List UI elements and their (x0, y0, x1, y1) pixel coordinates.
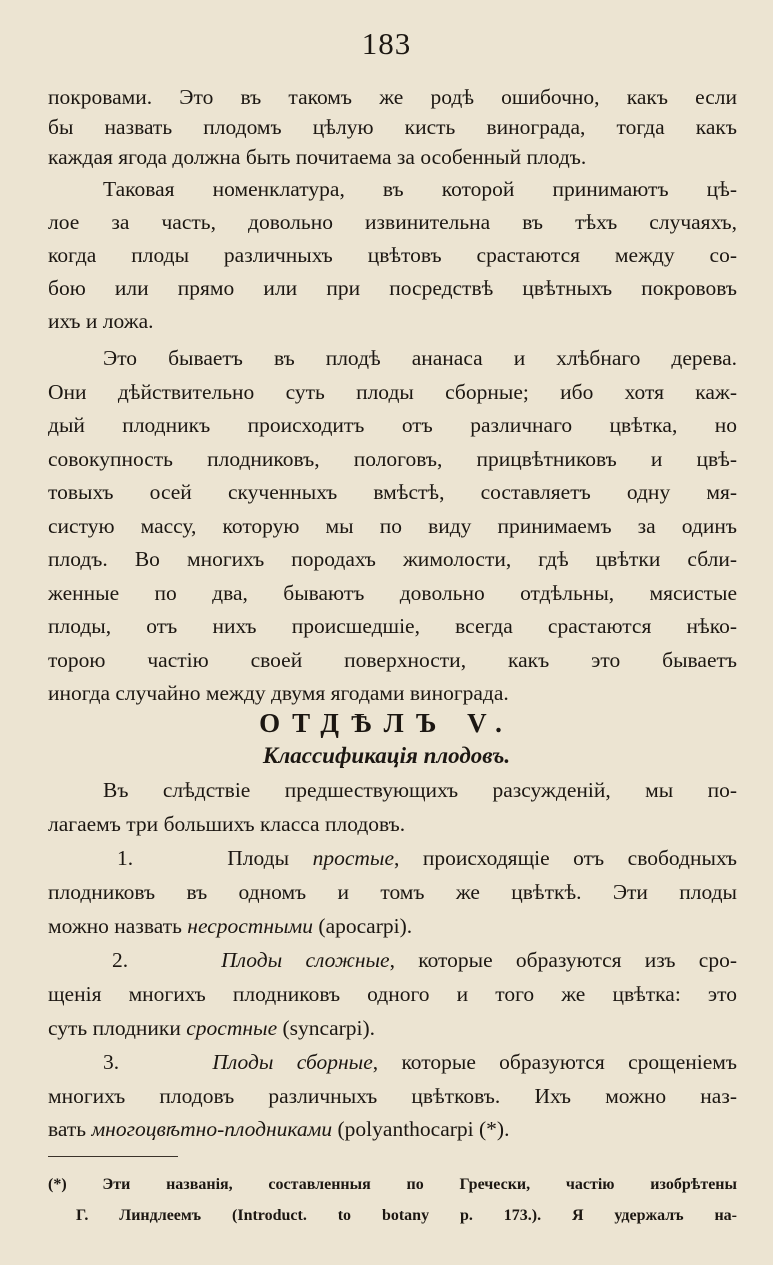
text-line: дый плодникъ происходитъ отъ различнаго цвѣтка, но (48, 413, 737, 437)
text-line: бою или прямо или при посредствѣ цвѣтныхъ покрововъ (48, 276, 737, 300)
item-number: 2. (112, 948, 129, 972)
text-line: ихъ и ложа. (48, 309, 154, 333)
list-item-line: суть плодники сростные (syncarpi). (48, 1016, 376, 1040)
term: Плоды сборные (212, 1050, 373, 1074)
list-item-line: многихъ плодовъ различныхъ цвѣтковъ. Ихъ можно наз- (48, 1084, 737, 1108)
list-item-line: плодниковъ въ одномъ и томъ же цвѣткѣ. Эти плоды (48, 880, 737, 904)
text-run: вать (48, 1117, 92, 1141)
term: сростные (186, 1016, 278, 1040)
term: простые (312, 846, 394, 870)
text-run: (polyanthocarpi (*). (332, 1117, 510, 1141)
item-number: 3. (103, 1050, 120, 1074)
text-line: лагаемъ три большихъ класса плодовъ. (48, 812, 406, 836)
text-line: иногда случайно между двумя ягодами винограда. (48, 681, 509, 705)
text-line: Это бываетъ въ плодѣ ананаса и хлѣбнаго дерева. (103, 346, 737, 370)
text-line: женные по два, бываютъ довольно отдѣльны, мясистые (48, 581, 737, 605)
section-subheading: Классификація плодовъ. (262, 743, 511, 768)
term: многоцвѣтно-плодниками (91, 1117, 333, 1141)
text-line: Въ слѣдствіе предшествующихъ разсужденій, мы по- (103, 778, 737, 802)
list-item-line: 2. Плоды сложные, которые образуются изъ сро- (112, 948, 737, 972)
text-line: Они дѣйствительно суть плоды сборные; ибо хотя каж- (48, 380, 737, 404)
text-line: лое за часть, довольно извинительна въ тѣхъ случаяхъ, (48, 210, 737, 234)
list-item-line: можно назвать несростными (apocarpi). (48, 914, 413, 938)
term: несростными (187, 914, 314, 938)
term: Плоды сложные (221, 948, 390, 972)
text-line: торою частію своей поверхности, какъ это бываетъ (48, 648, 737, 672)
item-number: 1. (117, 846, 134, 870)
footnote-line: Г. Линдлеемъ (Introduct. to botany p. 173.). Я удержалъ на- (76, 1207, 737, 1224)
text-line: каждая ягода должна быть почитаема за особенный плодъ. (48, 145, 587, 169)
text-line: систую массу, которую мы по виду принимаемъ за одинъ (48, 514, 737, 538)
list-item-line (48, 1114, 737, 1144)
text-line: бы назвать плодомъ цѣлую кисть винограда, тогда какъ (48, 115, 737, 139)
text-line: плоды, отъ нихъ происшедшіе, всегда срастаются нѣко- (48, 614, 737, 638)
list-item-line: щенія многихъ плодниковъ одного и того же цвѣтка: это (48, 982, 737, 1006)
list-item-line: 1. Плоды простые, происходящіе отъ свободныхъ (117, 846, 737, 870)
text-line: Таковая номенклатура, въ которой принимаютъ цѣ- (103, 177, 737, 201)
text-line: товыхъ осей скученныхъ вмѣстѣ, составляетъ одну мя- (48, 480, 737, 504)
text-line: покровами. Это въ такомъ же родѣ ошибочно, какъ если (48, 85, 737, 109)
list-item-line: 3. Плоды сборные, которые образуются срощеніемъ (103, 1050, 737, 1074)
page-number: 183 (361, 26, 412, 61)
text-line: когда плоды различныхъ цвѣтовъ срастаются между со- (48, 243, 737, 267)
footnote-rule (48, 1156, 178, 1157)
text-line: плодъ. Во многихъ породахъ жимолости, гдѣ цвѣтки сбли- (48, 547, 737, 571)
text-line: совокупность плодниковъ, пологовъ, прицвѣтниковъ и цвѣ- (48, 447, 737, 471)
footnote-line: (*) Эти названія, составленныя по Гречески, частію изобрѣтены (48, 1176, 737, 1193)
section-heading: ОТДѢЛЪ V. (259, 708, 514, 738)
